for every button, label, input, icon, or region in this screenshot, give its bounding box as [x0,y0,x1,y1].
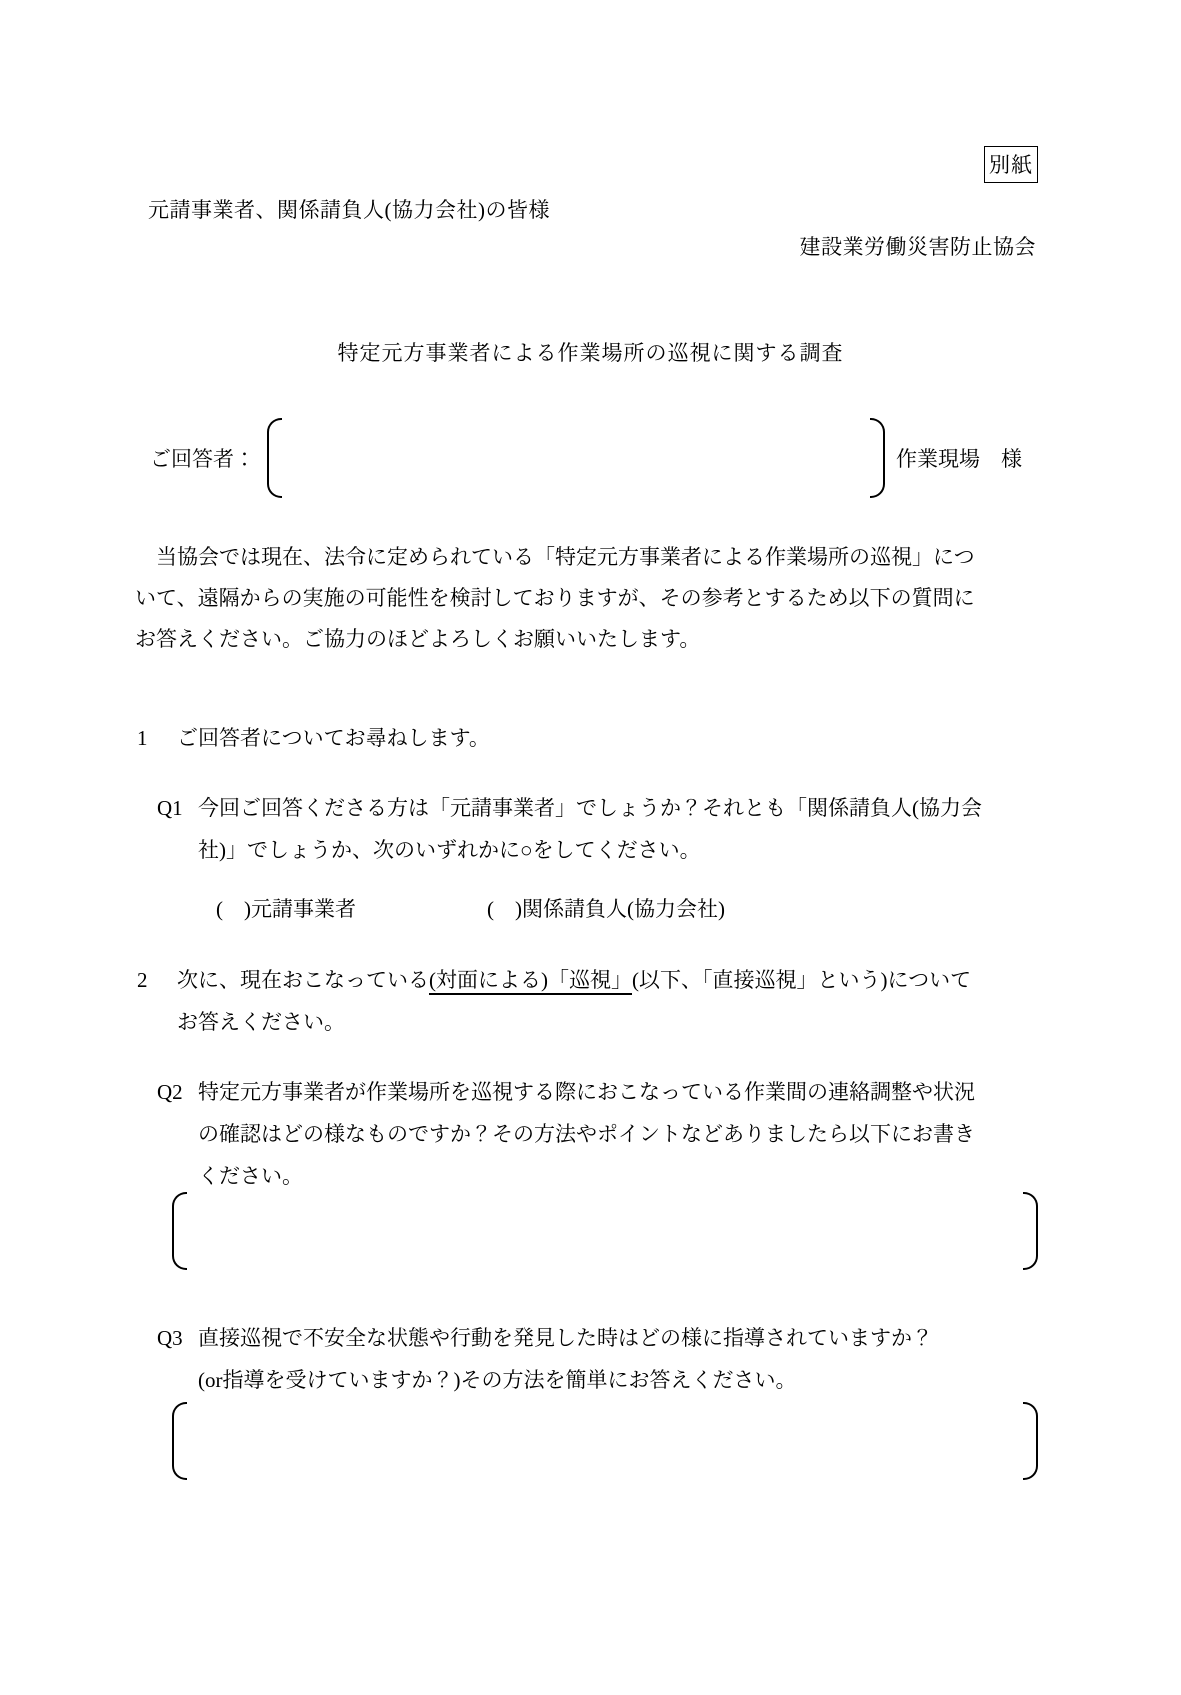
respondent-bracket-right [870,418,885,498]
respondent-site-suffix: 作業現場 様 [896,447,1022,471]
q2-label: Q2 [157,1080,183,1104]
q1-option-kankei[interactable]: ( )関係請負人(協力会社) [487,897,725,921]
q2-answer-area[interactable] [172,1192,1038,1270]
q2-answer-bracket-right [1023,1192,1038,1270]
attachment-tag [984,146,1038,183]
section1-number: 1 [137,726,148,750]
q1-option-motouke[interactable]: ( )元請事業者 [216,897,356,921]
section2-line-2: お答えください。 [177,1010,345,1034]
section2-line1-post: (以下、「直接巡視」という)について [632,968,972,992]
intro-line-3: お答えください。ご協力のほどよろしくお願いいたします。 [135,627,701,651]
q2-answer-bracket-left [172,1192,187,1270]
question-q1 [157,787,982,871]
q2-text [198,1071,975,1197]
q3-label: Q3 [157,1326,183,1350]
q1-options-row [216,893,725,923]
intro-paragraph [135,537,1055,660]
q1-line-1: 今回ご回答くださる方は「元請事業者」でしょうか？それとも「関係請負人(協力会 [198,796,982,820]
question-q2 [157,1071,975,1197]
intro-line-1: 当協会では現在、法令に定められている「特定元方事業者による作業場所の巡視」につ [135,545,975,569]
intro-line-2: いて、遠隔からの実施の可能性を検討しておりますが、その参考とするため以下の質問に [135,586,975,610]
section1-heading-row [137,722,490,752]
section2-number: 2 [137,968,148,992]
section2-line1-underlined: (対面による)「巡視」 [429,968,632,995]
q2-line-3: ください。 [198,1164,303,1188]
organization-name: 建設業労働災害防止協会 [799,235,1036,259]
q2-line-1: 特定元方事業者が作業場所を巡視する際におこなっている作業間の連絡調整や状況 [198,1080,975,1104]
section2-line1-pre: 次に、現在おこなっている [177,968,429,992]
q3-answer-area[interactable] [172,1402,1038,1480]
q3-line-2: (or指導を受けていますか？)その方法を簡単にお答えください。 [198,1368,797,1392]
respondent-label: ご回答者： [150,447,255,471]
section2-line-1 [137,959,971,1001]
salutation-line: 元請事業者、関係請負人(協力会社)の皆様 [148,198,550,222]
q1-label: Q1 [157,796,183,820]
q3-answer-bracket-right [1023,1402,1038,1480]
respondent-name-blank[interactable] [282,418,870,498]
document-title: 特定元方事業者による作業場所の巡視に関する調査 [337,341,844,365]
q1-text [198,787,982,871]
respondent-bracket-left [267,418,282,498]
q3-line-1: 直接巡視で不安全な状態や行動を発見した時はどの様に指導されていますか？ [198,1326,933,1350]
q2-line-2: の確認はどの様なものですか？その方法やポイントなどありましたら以下にお書き [198,1122,975,1146]
q3-text [198,1317,933,1401]
section1-heading: ご回答者についてお尋ねします。 [177,726,490,750]
q3-answer-bracket-left [172,1402,187,1480]
respondent-row [150,416,1022,500]
question-q3 [157,1317,933,1401]
section2-heading-block [137,959,971,1043]
attachment-tag-label: 別紙 [989,153,1033,177]
q1-line-2: 社)」でしょうか、次のいずれかに○をしてください。 [198,838,701,862]
